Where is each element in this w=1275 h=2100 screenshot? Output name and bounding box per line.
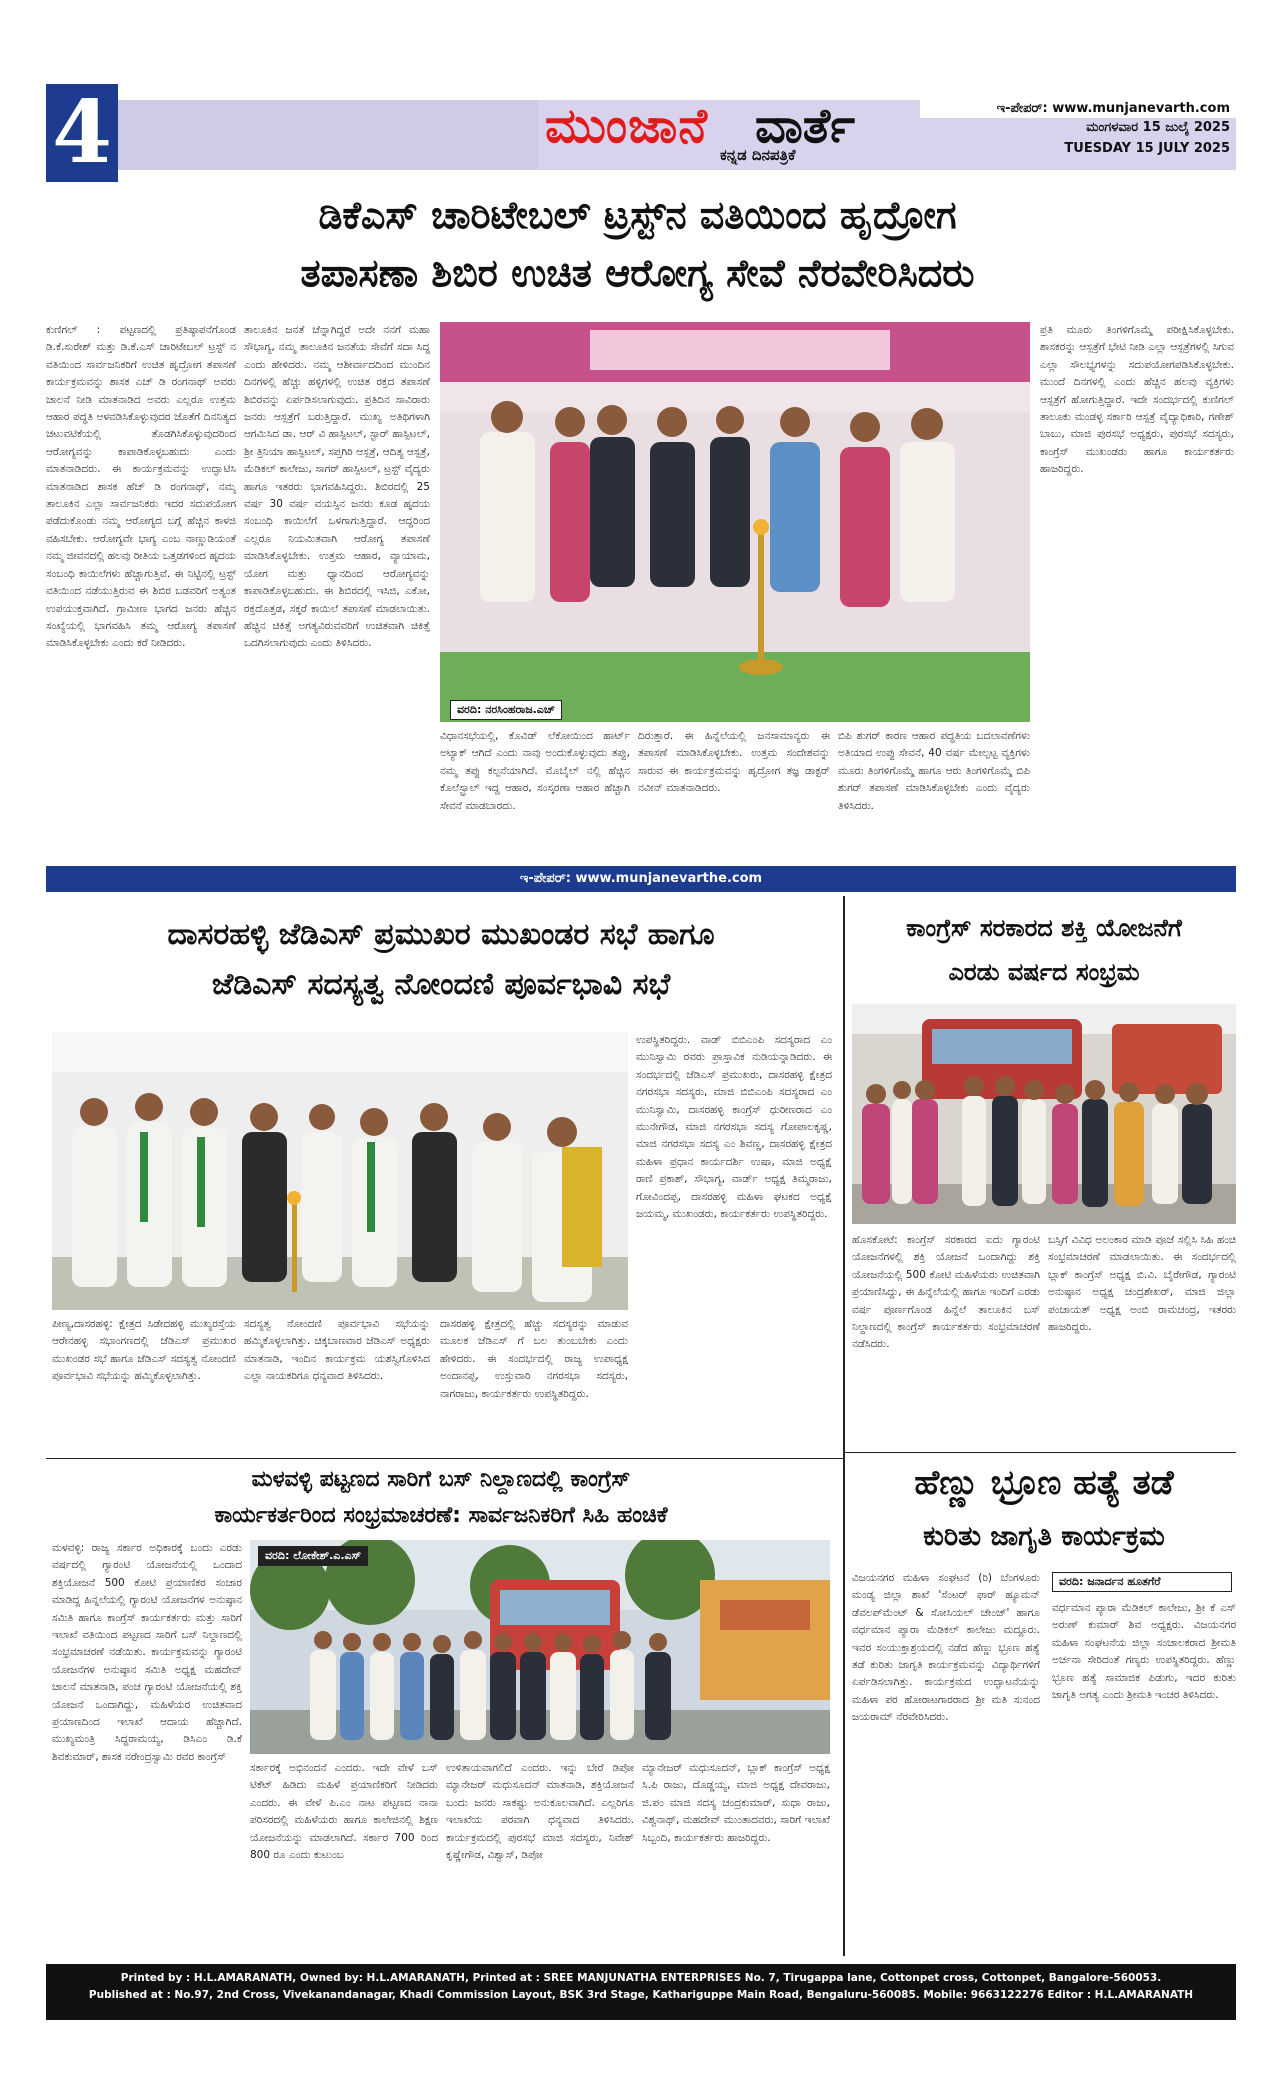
column-divider <box>843 896 845 1956</box>
date-english: TUESDAY 15 JULY 2025 <box>1064 141 1230 156</box>
article2-headline <box>46 910 836 1010</box>
article1-column-2: ತಾಲೂಕಿನ ಜನತೆ ಚೆನ್ನಾಗಿದ್ದರೆ ಅದೇ ನನಗೆ ಮಹಾ ಸೌಭಾಗ್ಯ, ನಮ್ಮ ತಾಲೂಕಿನ ಜನತೆಯ ಸೇವೆಗೆ ಸದಾ ಸಿದ್ಧ ಎಂದು ಹೇಳಿದರು. ನಮ್ಮ ಆಶೀರ್ವಾದದಿಂದ ಮುಂದಿನ ದಿನಗಳಲ್ಲಿ ಹೆಚ್ಚು ಹಳ್ಳಿಗಳಲ್ಲಿ ಉಚಿತ ರಕ್ತದ ತಪಾಸಣೆ ಶಿಬಿರವನ್ನು ಏರ್ಪಡಿಸಲಾಗುವುದು. ಪ್ರತಿದಿನ ಸಾವಿರಾರು ಜನರು ಆಸ್ಪತ್ರೆಗೆ ಬರುತ್ತಿದ್ದಾರೆ. ಮುಖ್ಯ ಅತಿಥಿಗಳಾಗಿ ಆಗಮಿಸಿದ ಡಾ. ಆರ್ ವಿ ಹಾಸ್ಪಿಟಲ್, ಸ್ಟಾರ್ ಹಾಸ್ಪಿಟಲ್, ಶ್ರೀ ತ್ರಿನಿಯಾ ಹಾಸ್ಪಿಟಲ್, ಸಪ್ತಗಿರಿ ಆಸ್ಪತ್ರೆ, ಆದಿತ್ಯ ಆಸ್ಪತ್ರೆ, ಮೆಡಿಕಲ್ ಕಾಲೇಜು, ಸಾಗರ್ ಹಾಸ್ಪಿಟಲ್, ಟ್ರಸ್ಟ್ ವೈದ್ಯರು ಹಾಗೂ ಇತರರು ಭಾಗವಹಿಸಿದ್ದರು. ಶಿಬಿರದಲ್ಲಿ 25 ವರ್ಷ 30 ವರ್ಷ ವಯಸ್ಸಿನ ಜನರು ಕೂಡ ಹೃದಯ ಸಂಬಂಧಿ ಕಾಯಿಲೆಗೆ ಒಳಗಾಗುತ್ತಿದ್ದಾರೆ. ಆದ್ದರಿಂದ ಎಲ್ಲರೂ ನಿಯಮಿತವಾಗಿ ಆರೋಗ್ಯ ತಪಾಸಣೆ ಮಾಡಿಸಿಕೊಳ್ಳಬೇಕು. ಉತ್ತಮ ಆಹಾರ, ವ್ಯಾಯಾಮ, ಯೋಗ ಮತ್ತು ಧ್ಯಾನದಿಂದ ಆರೋಗ್ಯವನ್ನು ಕಾಪಾಡಿಕೊಳ್ಳಬಹುದು. ಈ ಶಿಬಿರದಲ್ಲಿ ಇಸಿಜಿ, ಎಕೋ, ರಕ್ತದೊತ್ತಡ, ಸಕ್ಕರೆ ಕಾಯಿಲೆ ತಪಾಸಣೆ ಮಾಡಲಾಯಿತು. ಹೆಚ್ಚಿನ ಚಿಕಿತ್ಸೆ ಅಗತ್ಯವಿರುವವರಿಗೆ ಉಚಿತವಾಗಿ ಚಿಕಿತ್ಸೆ ಒದಗಿಸಲಾಗುವುದು ಎಂದು ತಿಳಿಸಿದರು. <box>244 324 430 650</box>
article3-headline-line2: ಎರಡು ವರ್ಷದ ಸಂಭ್ರಮ <box>948 958 1140 986</box>
article1-headline-line2: ತಪಾಸಣಾ ಶಿಬಿರ ಉಚಿತ ಆರೋಗ್ಯ ಸೇವೆ ನೆರವೇರಿಸಿದರು <box>300 251 975 295</box>
article4-column-1: ಮಳವಳ್ಳಿ: ರಾಜ್ಯ ಸರ್ಕಾರ ಅಧಿಕಾರಕ್ಕೆ ಬಂದು ಎರಡು ವರ್ಷದಲ್ಲಿ ಗ್ಯಾರಂಟಿ ಯೋಜನೆಯಲ್ಲಿ ಒಂದಾದ ಶಕ್ತಿಯೋಜನೆ 500 ಕೋಟಿ ಪ್ರಯಾಣಿಕರ ಸಂಚಾರ ಮಾಡಿದ್ದ ಹಿನ್ನಲೆಯಲ್ಲಿ ಗ್ಯಾರಂಟಿ ಯೋಜನೆಗಳ ಅನುಷ್ಠಾನ ಸಮಿತಿ ಹಾಗೂ ಕಾಂಗ್ರೆಸ್ ಕಾರ್ಯಕರ್ತರು ಮತ್ತು ಸಾರಿಗೆ ಇಲಾಖೆ ವತಿಯಿಂದ ಪಟ್ಟಣದ ಸಾರಿಗೆ ಬಸ್ ನಿಲ್ದಾಣದಲ್ಲಿ ಸಂಭ್ರಮಾಚರಣೆ ನಡೆಯಿತು. ಕಾರ್ಯಕ್ರಮವನ್ನು ಗ್ಯಾರಂಟಿ ಯೋಜನೆಗಳ ಅನುಷ್ಠಾನ ಸಮಿತಿ ಅಧ್ಯಕ್ಷ ಮಹದೇವ್ ಚಾಲನೆ ಮಾತನಾಡಿ, ಪಂಚ ಗ್ಯಾರಂಟಿ ಯೋಜನೆಯಲ್ಲಿ ಶಕ್ತಿ ಯೋಜನೆ ಒಂದಾಗಿದ್ದು, ಮಹಿಳೆಯರ ಉಚಿತವಾದ ಪ್ರಯಾಣದಿಂದ ಇಲಾಖೆ ಆದಾಯ ಹೆಚ್ಚಾಗಿದೆ. ಮುಖ್ಯಮಂತ್ರಿ ಸಿದ್ದರಾಮಯ್ಯ, ಡಿಸಿಎಂ ಡಿ.ಕೆ ಶಿವಕುಮಾರ್, ಶಾಸಕ ನರೇಂದ್ರಸ್ವಾಮಿ ರವರ ಕಾಂಗ್ರೆಸ್ <box>52 1542 242 1763</box>
article2-side-column: ಉಪಸ್ಥಿತರಿದ್ದರು. ವಾಡ್ ಬಿಬಿಎಂಪಿ ಸದಸ್ಯರಾದ ಎಂ ಮುನಿಸ್ವಾಮಿ ರವರು ಪ್ರಾಸ್ತಾವಿಕ ನುಡಿಯನ್ನಾಡಿದರು. ಈ ಸಂದರ್ಭದಲ್ಲಿ ಜೆಡಿಎಸ್ ಪ್ರಮುಖರು, ದಾಸರಹಳ್ಳಿ ಕ್ಷೇತ್ರದ ನಗರಸಭಾ ಸದಸ್ಯರು, ಮಾಜಿ ಬಿಬಿಎಂಪಿ ಸದಸ್ಯರಾದ ಎಂ ಮುನಿಸ್ವಾಮಿ, ದಾಸರಹಳ್ಳಿ ಕಾಂಗ್ರೆಸ್ ಧುರೀಣರಾದ ಎಂ ಮುನೇಗೌಡ, ಮಾಜಿ ನಗರಸಭಾ ಸದಸ್ಯ ಗೋಪಾಲಕೃಷ್ಣ, ಮಾಜಿ ನಗರಸಭಾ ಸದಸ್ಯ ಎಂ ಶಿವಣ್ಣ, ದಾಸರಹಳ್ಳಿ ಕ್ಷೇತ್ರದ ಮಹಿಳಾ ಪ್ರಧಾನ ಕಾರ್ಯದರ್ಶಿ ಉಷಾ, ಮಾಜಿ ಅಧ್ಯಕ್ಷೆ ರಾಣಿ ಪ್ರಕಾಶ್, ಸೌಭಾಗ್ಯ, ವಾರ್ಡ್ ಅಧ್ಯಕ್ಷ ತಿಮ್ಮರಾಜು, ಗೋವಿಂದಪ್ಪ, ದಾಸರಹಳ್ಳಿ ಮಹಿಳಾ ಘಟಕದ ಅಧ್ಯಕ್ಷೆ ಜಯಮ್ಮ, ಮುಖಂಡರು, ಕಾರ್ಯಕರ್ತರು ಉಪಸ್ಥಿತರಿದ್ದರು. <box>636 1034 832 1221</box>
article3-headline <box>852 906 1236 994</box>
article5-column-1: ವಿಜಯನಗರ ಮಹಿಳಾ ಸಂಘಟನೆ (ರಿ) ಬೆಂಗಳೂರು ಮಂಡ್ಯ ಜಿಲ್ಲಾ ಶಾಖೆ 'ಸೆಂಟರ್ ಫಾರ್ ಹ್ಯೂಮನ್ ಡೆವಲಪ್‌ಮೆಂಟ್ & ಸೋಸಿಯಲ್ ಚೇಂಜ್' ಹಾಗೂ ವರ್ಧಮಾನ ಪ್ಯಾರಾ ಮೆಡಿಕಲ್ ಕಾಲೇಜು ಮದ್ದೂರು. ಇವರ ಸಂಯುಕ್ತಾಶ್ರಯದಲ್ಲಿ ನಡೆದ ಹೆಣ್ಣು ಭ್ರೂಣ ಹತ್ಯೆ ತಡೆ ಕುರಿತು ಜಾಗೃತಿ ಕಾರ್ಯಕ್ರಮವನ್ನು ವಿದ್ಯಾರ್ಥಿಗಳಿಗೆ ಏರ್ಪಡಿಸಲಾಗಿತ್ತು. ಕಾರ್ಯಕ್ರಮದ ಉದ್ಘಾಟನೆಯನ್ನು ಮಹಿಳಾ ಪರ ಹೋರಾಟಗಾರರಾದ ಶ್ರೀ ಮತಿ ಸುನಂದ ಜಯರಾಮ್ ನೆರವೇರಿಸಿದರು. <box>852 1572 1040 1724</box>
camp-inauguration-image <box>440 322 1030 722</box>
malavalli-bus-stand-image <box>250 1540 830 1754</box>
article3-photo <box>852 1004 1236 1224</box>
article4-column-3: ಉಳಿತಾಯವಾಗಲಿದೆ ಎಂದರು. ಇನ್ನು ಬೇರೆ ಡಿಪೋ ಮ್ಯಾನೇಜರ್ ಮಧುಸೂದನ್ ಮಾತನಾಡಿ, ಶಕ್ತಿಯೋಜನೆ ಬಂದು ಜನರು ಸಾಕಷ್ಟು ಅನುಕೂಲವಾಗಿದೆ. ಎಲ್ಲರಿಗೂ ಇಲಾಖೆಯ ಪರವಾಗಿ ಧನ್ಯವಾದ ತಿಳಿಸಿದರು. ಕಾರ್ಯಕ್ರಮದಲ್ಲಿ ಪುರಸಭೆ ಮಾಜಿ ಸದಸ್ಯರು, ನಿವೇಶ್ ಕೃಷ್ಣೇಗೌಡ, ವಿಶ್ವಾಸ್, ಡಿಪೋ <box>446 1762 634 1862</box>
article3-column-2: ಬಸ್ಸಿಗೆ ವಿವಿಧ ಅಲಂಕಾರ ಮಾಡಿ ಪೂಜೆ ಸಲ್ಲಿಸಿ ಸಿಹಿ ಹಂಚಿ ಸಂಭ್ರಮಾಚರಣೆ ಮಾಡಲಾಯಿತು. ಈ ಸಂದರ್ಭದಲ್ಲಿ ಬ್ಲಾಕ್ ಕಾಂಗ್ರೆಸ್ ಅಧ್ಯಕ್ಷ ಬಿ.ವಿ. ಬೈರೇಗೌಡ, ಗ್ಯಾರಂಟಿ ಅನುಷ್ಠಾನ ಅಧ್ಯಕ್ಷ ಚಂದ್ರಶೇಖರ್, ಮಾಜಿ ಜಿಲ್ಲಾ ಪಂಚಾಯತ್ ಅಧ್ಯಕ್ಷ ಅಂಬಿ ರಾಮಚಂದ್ರ, ಇತರರು ಹಾಜರಿದ್ದರು. <box>1048 1234 1236 1334</box>
article4-photo-caption: ವರದಿ: ಲೋಕೇಶ್.ಎ.ಎಸ್ <box>258 1546 368 1566</box>
article2-column-3: ದಾಸರಹಳ್ಳಿ ಕ್ಷೇತ್ರದಲ್ಲಿ ಹೆಚ್ಚು ಸದಸ್ಯರನ್ನು ಮಾಡುವ ಮೂಲಕ ಜೆಡಿಎಸ್ ಗೆ ಬಲ ತುಂಬಬೇಕು ಎಂದು ಹೇಳಿದರು. ಈ ಸಂದರ್ಭದಲ್ಲಿ ರಾಜ್ಯ ಉಪಾಧ್ಯಕ್ಷ ಅಂದಾನಪ್ಪ, ಉಸ್ತುವಾರಿ ನಗರಸಭಾ ಸದಸ್ಯರು, ನಾಗರಾಜು, ಕಾರ್ಯಕರ್ತರು ಉಪಸ್ಥಿತರಿದ್ದರು. <box>440 1318 628 1400</box>
article2-column-1: ಪೀಣ್ಯ,ದಾಸರಹಳ್ಳಿ: ಕ್ಷೇತ್ರದ ಸಿಡೇದಹಳ್ಳಿ ಮುಖ್ಯರಸ್ತೆಯ ಆರೇನಹಳ್ಳಿ ಸಭಾಂಗಣದಲ್ಲಿ ಜೆಡಿಎಸ್ ಪ್ರಮುಖರ ಮುಖಂಡರ ಸಭೆ ಹಾಗೂ ಜೆಡಿಎಸ್ ಸದಸ್ಯತ್ವ ನೋಂದಣಿ ಪೂರ್ವಭಾವಿ ಸಭೆಯನ್ನು ಹಮ್ಮಿಕೊಳ್ಳಲಾಗಿತ್ತು. <box>52 1318 236 1383</box>
jds-meeting-image <box>52 1032 628 1310</box>
article1-column-3: ವಿಧಾನಸಭೆಯಲ್ಲಿ, ಕೊವಿಡ್ ಲೆಕೋಯಿಂದ ಹಾರ್ಟ್ ಅಟ್ಯಾಕ್ ಆಗಿದೆ ಎಂದು ನಾವು ಅಂದುಕೊಳ್ಳುವುದು ತಪ್ಪು, ನಮ್ಮ ತಪ್ಪು ಕಲ್ಪನೆಯಾಗಿದೆ. ಮೊಬೈಲ್ ನಲ್ಲಿ ಹೆಚ್ಚಿನ ಕೊಲೆಸ್ಟ್ರಾಲ್ ಇದ್ದ ಆಹಾರ, ಸಂಸ್ಕರಣಾ ಆಹಾರ ಹೆಚ್ಚಾಗಿ ಸೇವನೆ ಮಾಡಬಾರದು. <box>440 730 630 812</box>
article5-photo-caption: ವರದಿ: ಜನಾರ್ದನ ಹೂತಗೆರೆ <box>1052 1572 1232 1592</box>
article3-headline-line1: ಕಾಂಗ್ರೆಸ್ ಸರಕಾರದ ಶಕ್ತಿ ಯೋಜನೆಗೆ <box>906 914 1182 942</box>
article5-headline-line1: ಹೆಣ್ಣು ಭ್ರೂಣ ಹತ್ಯೆ ತಡೆ <box>914 1463 1174 1503</box>
shakti-celebration-image <box>852 1004 1236 1224</box>
article1-column-1: ಕುಣಿಗಲ್ : ಪಟ್ಟಣದಲ್ಲಿ ಪ್ರತಿಷ್ಠಾಪನೆಗೊಂಡ ಡಿ.ಕೆ.ಸುರೇಶ್ ಮತ್ತು ಡಿ.ಕೆ.ಎಸ್ ಚಾರಿಟೇಬಲ್ ಟ್ರಸ್ಟ್ ನ ವತಿಯಿಂದ ಸಾರ್ವಜನಿಕರಿಗೆ ಉಚಿತ ಹೃದ್ರೋಗ ತಪಾಸಣೆ ಕಾರ್ಯಕ್ರಮವನ್ನು ಶಾಸಕ ಎಚ್ ಡಿ ರಂಗನಾಥ್ ಅವರು ಚಾಲನೆ ನೀಡಿ ಮಾತನಾಡಿದ ಅವರು ಎಲ್ಲರೂ ಉತ್ತಮ ಆಹಾರ ಪದ್ಧತಿ ಅಳವಡಿಸಿಕೊಳ್ಳುವುದರ ಜೊತೆಗೆ ದಿನನಿತ್ಯದ ಚಟುವಟಿಕೆಯಲ್ಲಿ ತೊಡಗಿಸಿಕೊಳ್ಳುವುದರಿಂದ ಆರೋಗ್ಯವನ್ನು ಕಾಪಾಡಿಕೊಳ್ಳಬಹುದು ಎಂದು ಮಾತನಾಡಿದರು. ಈ ಕಾರ್ಯಕ್ರಮವನ್ನು ಉದ್ಘಾಟಿಸಿ ಮಾತನಾಡಿದ ಶಾಸಕ ಹೆಚ್ ಡಿ ರಂಗನಾಥ್, ನಮ್ಮ ತಾಲೂಕಿನ ಎಲ್ಲಾ ಸಾರ್ವಜನಿಕರು ಇದರ ಸದುಪಯೋಗ ಪಡೆದುಕೊಂಡು ನಮ್ಮ ಆರೋಗ್ಯದ ಬಗ್ಗೆ ಹೆಚ್ಚಿನ ಕಾಳಜಿ ವಹಿಸಬೇಕು. ಆರೋಗ್ಯವೇ ಭಾಗ್ಯ ಎಂಬ ನಾಣ್ಣುಡಿಯಂತೆ ನಮ್ಮ ಜೀವನದಲ್ಲಿ ಹಲವು ರೀತಿಯ ಒತ್ತಡಗಳಿಂದ ಹೃದಯ ಸಂಬಂಧಿ ಕಾಯಿಲೆಗಳು ಹೆಚ್ಚಾಗುತ್ತಿವೆ. ಈ ನಿಟ್ಟಿನಲ್ಲಿ ಟ್ರಸ್ಟ್ ವತಿಯಿಂದ ನಡೆಯುತ್ತಿರುವ ಈ ಶಿಬಿರ ಬಡವರಿಗೆ ಅತ್ಯಂತ ಉಪಯುಕ್ತವಾಗಿದೆ. ಗ್ರಾಮೀಣ ಭಾಗದ ಜನರು ಹೆಚ್ಚಿನ ಸಂಖ್ಯೆಯಲ್ಲಿ ಭಾಗವಹಿಸಿ ತಮ್ಮ ಆರೋಗ್ಯ ತಪಾಸಣೆ ಮಾಡಿಸಿಕೊಳ್ಳಬೇಕು ಎಂದು ಕರೆ ನೀಡಿದರು. <box>46 324 236 650</box>
article4-photo <box>250 1540 830 1754</box>
article3-column-1: ಹೊಸಕೋಟೆ: ಕಾಂಗ್ರೆಸ್ ಸರಕಾರದ ಐದು ಗ್ಯಾರಂಟಿ ಯೋಜನೆಗಳಲ್ಲಿ ಶಕ್ತಿ ಯೋಜನೆ ಒಂದಾಗಿದ್ದು ಶಕ್ತಿ ಯೋಜನೆಯಲ್ಲಿ 500 ಕೋಟಿ ಮಹಿಳೆಯರು ಉಚಿತವಾಗಿ ಪ್ರಯಾಣಿಸಿದ್ದು, ಈ ಹಿನ್ನೆಲೆಯಲ್ಲಿ ಹಾಗೂ ಇಂದಿಗೆ ಎರಡು ವರ್ಷ ಪೂರ್ಣಗೊಂಡ ಹಿನ್ನೆಲೆ ತಾಲೂಕಿನ ಬಸ್ ನಿಲ್ದಾಣದಲ್ಲಿ ಕಾಂಗ್ರೆಸ್ ಕಾರ್ಯಕರ್ತರು ಸಂಭ್ರಮಾಚರಣೆ ನಡೆಸಿದರು. <box>852 1234 1040 1351</box>
article2-column-2: ಸದಸ್ಯತ್ವ ನೋಂದಣಿ ಪೂರ್ವಭಾವಿ ಸಭೆಯನ್ನು ಹಮ್ಮಿಕೊಳ್ಳಲಾಗಿತ್ತು. ಚಿಕ್ಕಬಾಣವಾರ ಜೆಡಿಎಸ್ ಅಧ್ಯಕ್ಷರು ಮಾತನಾಡಿ, ಇಂದಿನ ಕಾರ್ಯಕ್ರಮ ಯಶಸ್ವಿಗೊಳಿಸಿದ ಎಲ್ಲಾ ನಾಯಕರಿಗೂ ಧನ್ಯವಾದ ತಿಳಿಸಿದರು. <box>244 1318 430 1383</box>
article5-headline <box>852 1456 1236 1564</box>
page-number: 4 <box>46 84 118 182</box>
article1-headline-line1: ಡಿಕೆಎಸ್ ಚಾರಿಟೇಬಲ್ ಟ್ರಸ್ಟ್‌ನ ವತಿಯಿಂದ ಹೃದ್ರೋಗ <box>318 193 957 237</box>
article4-column-4: ಮ್ಯಾನೇಜರ್ ಮಧುಸೂದನ್, ಬ್ಲಾಕ್ ಕಾಂಗ್ರೆಸ್ ಅಧ್ಯಕ್ಷ ಸಿ.ಪಿ ರಾಜು, ದೊಡ್ಡಯ್ಯ, ಮಾಜಿ ಅಧ್ಯಕ್ಷ ದೇವರಾಜು, ಜಿ.ಪಂ ಮಾಜಿ ಸದಸ್ಯ ಚಂದ್ರಕುಮಾರ್, ಸುಧಾ ರಾಜು, ವಿಶ್ವನಾಥ್, ಮಹದೇವ್ ಮುಂತಾದವರು, ಸಾರಿಗೆ ಇಲಾಖೆ ಸಿಬ್ಬಂದಿ, ಕಾರ್ಯಕರ್ತರು ಹಾಜರಿದ್ದರು. <box>642 1762 830 1844</box>
date-kannada: ಮಂಗಳವಾರ 15 ಜುಲೈ 2025 <box>1086 120 1230 135</box>
article5-column-2: ವರ್ಧಮಾನ ಪ್ಯಾರಾ ಮೆಡಿಕಲ್ ಕಾಲೇಜು, ಶ್ರೀ ಕೆ ಎಸ್ ಅರುಣ್ ಕುಮಾರ್ ಶಿವ ಅಧ್ಯಕ್ಷರು. ವಿಜಯನಗರ ಮಹಿಳಾ ಸಂಘಟನೆಯ ಜಿಲ್ಲಾ ಸಂಚಾಲಕರಾದ ಶ್ರೀಮತಿ ಅರ್ಚನಾ ಸೇರಿದಂತೆ ಗಣ್ಯರು ಉಪಸ್ಥಿತರಿದ್ದರು. ಹೆಣ್ಣು ಭ್ರೂಣ ಹತ್ಯೆ ಸಾಮಾಜಿಕ ಪಿಡುಗು, ಇದರ ಕುರಿತು ಜಾಗೃತಿ ಅಗತ್ಯ ಎಂದು ಶ್ರೀಮತಿ ಇಂಚರ ತಿಳಿಸಿದರು. <box>1052 1602 1236 1702</box>
article4-headline-line1: ಮಳವಳ್ಳಿ ಪಟ್ಟಣದ ಸಾರಿಗೆ ಬಸ್ ನಿಲ್ದಾಣದಲ್ಲಿ ಕಾಂಗ್ರೆಸ್ <box>251 1467 631 1492</box>
article2-photo <box>52 1032 628 1310</box>
article1-photo <box>440 322 1030 722</box>
article1-column-5: ಬಿಪಿ ಶುಗರ್ ಕಾರಣ ಆಹಾರ ಪದ್ಧತಿಯ ಬದಲಾವಣೆಗಳು ಅತಿಯಾದ ಉಪ್ಪು ಸೇವನೆ, 40 ವರ್ಷ ಮೇಲ್ಪಟ್ಟ ವ್ಯಕ್ತಿಗಳು ಮೂರು ತಿಂಗಳಿಗೊಮ್ಮೆ ಹಾಗೂ ಆರು ತಿಂಗಳಿಗೊಮ್ಮೆ ಬಿಪಿ ಶುಗರ್ ತಪಾಸಣೆ ಮಾಡಿಸಿಕೊಳ್ಳಬೇಕು ಎಂದು ವೈದ್ಯರು ತಿಳಿಸಿದರು. <box>838 730 1030 812</box>
article-divider-right <box>845 1452 1236 1453</box>
article2-headline-line2: ಜೆಡಿಎಸ್ ಸದಸ್ಯತ್ವ ನೋಂದಣಿ ಪೂರ್ವಭಾವಿ ಸಭೆ <box>211 967 671 1002</box>
imprint-line-1: Printed by : H.L.AMARANATH, Owned by: H.L.AMARANATH, Printed at : SREE MANJUNATHA ENTERPRISES No. 7, Tirugappa lane, Cottonpet cross, Cottonpet, Bangalore-560053. <box>120 1972 1162 1984</box>
article4-headline <box>46 1462 836 1534</box>
article4-column-2: ಸರ್ಕಾರಕ್ಕೆ ಅಭಿನಂದನೆ ಎಂದರು. ಇದೇ ವೇಳೆ ಬಸ್ ಟಿಕೆಟ್ ಹಿಡಿದು ಮಹಿಳೆ ಪ್ರಯಾಣಿಕರಿಗೆ ನೀಡಿದರು ಎಂದರು. ಈ ವೇಳೆ ಪಿ.ಎಂ ನಾಟ ಪಟ್ಟಣದ ನಾನಾ ಪರಿಸರದಲ್ಲಿ ಮಹಿಳೆಯರು ಹಾಗೂ ಕಾಲೇಜಿನಲ್ಲಿ ಶಿಕ್ಷಣ ಯೋಜನೆಯನ್ನು ಮಾಡಲಾಗಿದೆ. ಸರ್ಕಾರ 700 ರಿಂದ 800 ರೂ ಎಂದು ಕುಟುಂಬ <box>250 1762 438 1862</box>
article5-headline-line2: ಕುರಿತು ಜಾಗೃತಿ ಕಾರ್ಯಕ್ರಮ <box>923 1521 1165 1552</box>
article1-column-6: ಪ್ರತಿ ಮೂರು ತಿಂಗಳಿಗೊಮ್ಮೆ ಪರೀಕ್ಷಿಸಿಕೊಳ್ಳಬೇಕು. ಶಾಸಕರನ್ನು ಆಸ್ಪತ್ರೆಗೆ ಭೇಟಿ ನೀಡಿ ಎಲ್ಲಾ ಆಸ್ಪತ್ರೆಗಳಲ್ಲಿ ಸಿಗುವ ಎಲ್ಲಾ ಸೌಲಭ್ಯಗಳನ್ನು ಸದುಪಯೋಗಪಡಿಸಿಕೊಳ್ಳಬೇಕು. ಮುಂದೆ ದಿನಗಳಲ್ಲಿ ಎಂದು ಹೆಚ್ಚಿನ ಹಲವು ವ್ಯಕ್ತಿಗಳು ಆಸ್ಪತ್ರೆಗೆ ಹೋಗುತ್ತಿದ್ದಾರೆ. ಇದೇ ಸಂದರ್ಭದಲ್ಲಿ ಕುಣಿಗಲ್ ತಾಲೂಕು ಮಂಡಳ್ಳ ಸರ್ಕಾರಿ ಆಸ್ಪತ್ರೆ ವೈದ್ಯಾಧಿಕಾರಿ, ಗಣೇಶ್ ಬಾಬು, ಮಾಜಿ ಪುರಸಭೆ ಅಧ್ಯಕ್ಷರು, ಪುರಸಭೆ ಸದಸ್ಯರು, ಕಾಂಗ್ರೆಸ್ ಮುಖಂಡರು ಹಾಗೂ ಕಾರ್ಯಕರ್ತರು ಹಾಜರಿದ್ದರು. <box>1040 324 1234 476</box>
article4-headline-line2: ಕಾರ್ಯಕರ್ತರಿಂದ ಸಂಭ್ರಮಾಚರಣೆ: ಸಾರ್ವಜನಿಕರಿಗೆ ಸಿಹಿ ಹಂಚಿಕೆ <box>214 1503 668 1528</box>
epaper-bar <box>46 866 1236 892</box>
imprint-line-2: Published at : No.97, 2nd Cross, Vivekanandanagar, Khadi Commission Layout, BSK 3rd Stage, Kathariguppe Main Road, Bengaluru-560085. Mobile: 9663122276 Editor : H.L.AMARANATH <box>88 1989 1194 2001</box>
logo-word-munjane: ಮುಂಜಾನೆ <box>545 98 708 154</box>
epaper-link[interactable]: ಇ-ಪೇಪರ್: www.munjanevarth.com <box>920 100 1236 118</box>
article1-photo-caption: ವರದಿ: ನರಸಿಂಹರಾಜ.ಎಚ್ <box>450 700 562 720</box>
article1-headline <box>40 186 1235 302</box>
imprint-footer <box>46 1964 1236 2020</box>
masthead-left-band <box>118 100 538 170</box>
epaper-bar-link[interactable]: ಇ-ಪೇಪರ್: www.munjanevarthe.com <box>519 871 763 886</box>
logo-subtitle: ಕನ್ನಡ ದಿನಪತ್ರಿಕೆ <box>720 146 796 164</box>
article1-column-4: ದಿರುತ್ತಾರೆ. ಈ ಹಿನ್ನೆಲೆಯಲ್ಲಿ ಜನಸಾಮಾನ್ಯರು ಈ ತಪಾಸಣೆ ಮಾಡಿಸಿಕೊಳ್ಳಬೇಕು. ಉತ್ತಮ ಸಂದೇಶವನ್ನು ಸಾರುವ ಈ ಕಾರ್ಯಕ್ರಮವನ್ನು ಹೃದ್ರೋಗ ತಜ್ಞ ಡಾಕ್ಟರ್ ನವೀನ್ ಮಾತನಾಡಿದರು. <box>638 730 830 795</box>
article-divider-left <box>46 1458 843 1459</box>
logo-word-varthe: ವಾರ್ತೆ <box>755 98 855 154</box>
article2-headline-line1: ದಾಸರಹಳ್ಳಿ ಜೆಡಿಎಸ್ ಪ್ರಮುಖರ ಮುಖಂಡರ ಸಭೆ ಹಾಗೂ <box>167 917 715 952</box>
